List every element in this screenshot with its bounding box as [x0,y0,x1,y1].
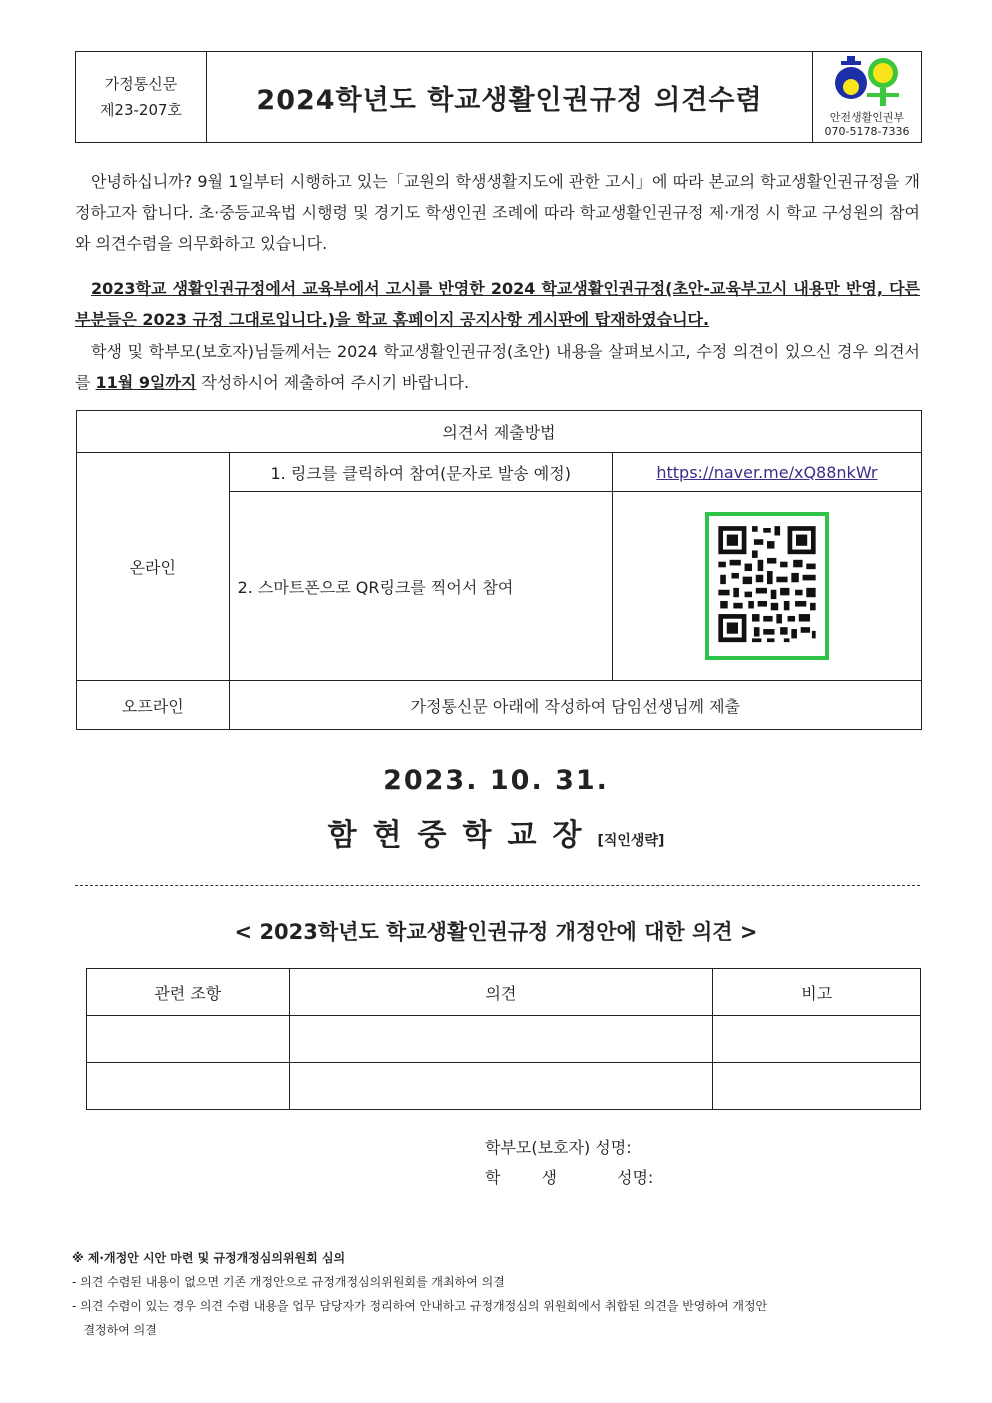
doc-number: 제23-207호 [99,101,183,119]
table-row [87,1016,921,1063]
page-title: 2024학년도 학교생활인권규정 의견수렴 [256,84,763,116]
header-article: 관련 조항 [87,969,290,1016]
school-logo-icon [827,53,907,109]
survey-link[interactable]: https://naver.me/xQ88nkWr [656,462,878,482]
opinion-form-title: < 2023학년도 학교생활인권규정 개정안에 대한 의견 > [234,920,758,944]
method-table-title: 의견서 제출방법 [77,411,922,453]
logo-dept: 안전생활인권부 [829,111,905,124]
principal-block [0,810,992,854]
intro-text-1: 안녕하십니까? 9월 1일부터 시행하고 있는「교원의 학생생활지도에 관한 고시」에 따라 본교의 학교생활인권규정을 개정하고자 합니다. 초·중등교육법 시행령 및 경기도 학생인권 조례에 따라 학교생활인권규정 제·개정 시 학교 구성원의 참여와 의견수렴을 의무화하고 있습니다. [75,172,920,253]
note-item: - 의견 수렴이 있는 경우 의견 수렴 내용을 업무 담당자가 정리하여 안내하고 규정개정심의 위원회에서 취합된 의견을 반영하여 개정안 [72,1299,768,1313]
online-label: 온라인 [77,453,230,681]
opinion-table [86,968,921,1110]
remarks-input-cell[interactable] [713,1063,921,1110]
intro-text-3b: 작성하시어 제출하여 주시기 바랍니다. [196,373,470,392]
submission-method-table [76,410,922,730]
remarks-input-cell[interactable] [713,1016,921,1063]
doc-info [76,52,207,142]
header-box [75,51,922,143]
deadline: 11월 9일까지 [95,373,197,392]
principal-name: 함현중학교장 [327,818,598,853]
doc-type: 가정통신문 [104,75,178,93]
intro-text-2: 2023학교 생활인권규정에서 교육부에서 고시를 반영한 2024 학교생활인권규정(초안-교육부고시 내용만 반영, 다른 부분들은 2023 규정 그대로입니다.)을 학교 홈페이지 공지사항 게시판에 탑재하였습니다. [75,279,920,329]
header-remarks: 비고 [713,969,921,1016]
logo-phone: 070-5178-7336 [824,125,910,138]
intro-text-3a: 학생 및 학부모(보호자)님들께서는 2024 학교생활인권규정(초안) 내용을 살펴보시고, 수정 의견이 있으신 경우 의견서를 [75,342,920,392]
intro-paragraph-2 [75,273,920,335]
school-logo-block [812,52,921,142]
qr-code-icon[interactable] [705,512,829,660]
online-link-cell [612,453,921,492]
table-row [87,1063,921,1110]
article-input-cell[interactable] [87,1063,290,1110]
notes-heading: ※ 제·개정안 시안 마련 및 규정개정심의위원회 심의 [72,1251,346,1265]
qr-cell [612,492,921,681]
issue-date: 2023. 10. 31. [383,765,609,796]
cut-line-divider [75,885,920,886]
online-option-2: 2. 스마트폰으로 QR링크를 찍어서 참여 [229,492,612,681]
student-label: 학 생 [485,1168,575,1187]
intro-paragraph-1 [75,166,920,259]
intro-paragraph-3 [75,336,920,398]
student-signature-line[interactable] [485,1165,653,1188]
offline-method: 가정통신문 아래에 작성하여 담임선생님께 제출 [229,681,921,730]
online-option-1: 1. 링크를 클릭하여 참여(문자로 발송 예정) [229,453,612,492]
opinion-input-cell[interactable] [289,1016,713,1063]
opinion-input-cell[interactable] [289,1063,713,1110]
seal-note: [직인생략] [597,833,665,849]
note-item: 결정하여 의결 [72,1323,157,1337]
article-input-cell[interactable] [87,1016,290,1063]
note-item: - 의견 수렴된 내용이 없으면 기존 개정안으로 규정개정심의위원회를 개최하여 의결 [72,1275,505,1289]
notes-block [72,1246,932,1342]
offline-label: 오프라인 [77,681,230,730]
parent-signature-line[interactable]: 학부모(보호자) 성명: [485,1138,632,1157]
header-opinion: 의견 [289,969,713,1016]
student-sign-label: 성명: [617,1168,654,1187]
